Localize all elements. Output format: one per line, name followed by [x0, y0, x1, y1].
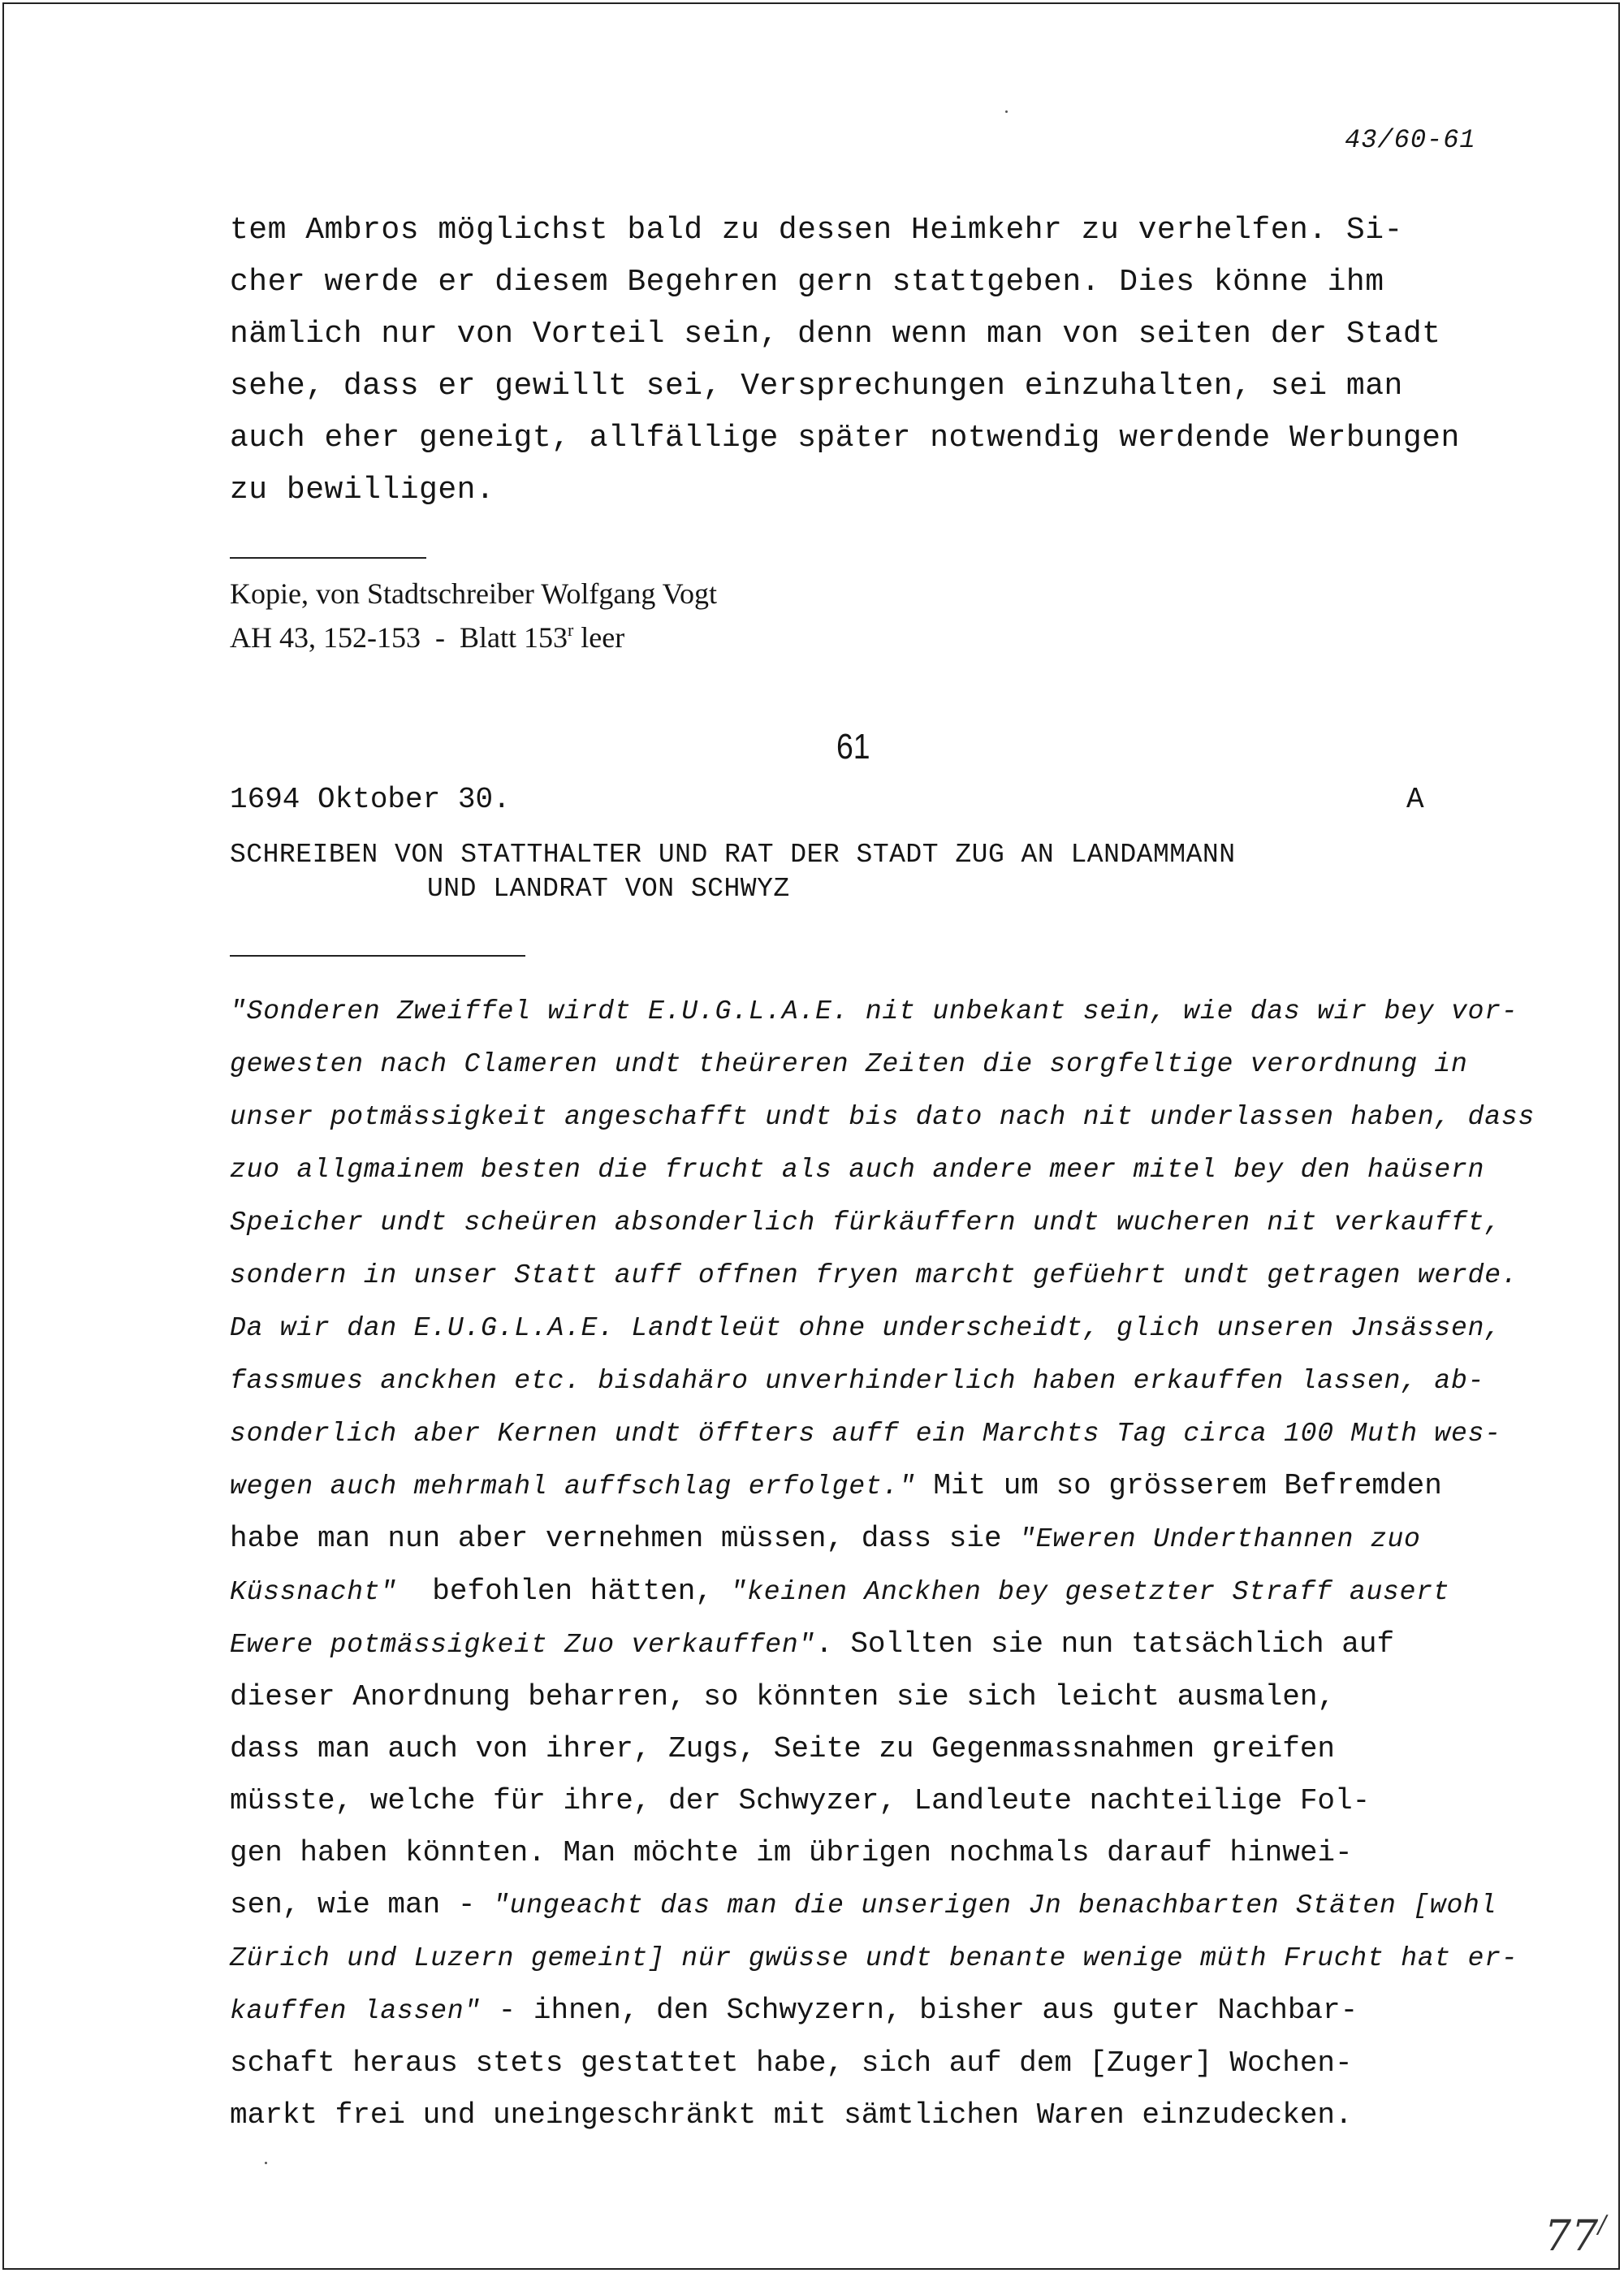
quoted-text: sonderlich aber Kernen undt öffters auff ein Marchts Tag circa 100 Muth wes- — [230, 1419, 1501, 1449]
summary-text: sen, wie man - — [230, 1888, 494, 1921]
body-line — [230, 1143, 1513, 1196]
document-title-line2: UND LANDRAT VON SCHWYZ — [427, 874, 790, 904]
quoted-text: "ungeacht das man die unserigen Jn benachbarten Stäten [wohl — [493, 1891, 1497, 1921]
body-line — [230, 2037, 1513, 2089]
speck — [265, 2162, 267, 2164]
text-line: tem Ambros möglichst bald zu dessen Heimkehr zu verhelfen. Si- — [230, 213, 1403, 248]
quoted-text: "Sonderen Zweiffel wirdt E.U.G.L.A.E. nit unbekant sein, wie das wir bey vor- — [230, 996, 1518, 1026]
summary-text: müsste, welche für ihre, der Schwyzer, Landleute nachteilige Fol- — [230, 1784, 1371, 1817]
source-note-line2: AH 43, 152-153 - Blatt 153$^r$ leer — [230, 620, 625, 654]
handwritten-mark: 77/ — [1544, 2210, 1607, 2261]
summary-text: habe man nun aber vernehmen müssen, dass sie — [230, 1522, 1020, 1555]
body-line — [230, 1302, 1513, 1355]
summary-text: schaft heraus stets gestattet habe, sich auf dem [Zuger] Wochen- — [230, 2046, 1353, 2080]
body-line — [230, 1407, 1513, 1460]
letter-body — [230, 985, 1535, 2141]
quoted-text: "keinen Anckhen bey gesetzter Straff ausert — [730, 1577, 1450, 1607]
quoted-text: sondern in unser Statt auff offnen fryen marcht gefüehrt undt getragen werde. — [230, 1260, 1518, 1290]
body-line — [230, 1249, 1518, 1302]
speck — [1005, 110, 1008, 113]
body-line — [230, 1618, 1513, 1671]
text-line: sehe, dass er gewillt sei, Versprechungen einzuhalten, sei man — [230, 369, 1403, 404]
summary-text: gen haben könnten. Man möchte im übrigen nochmals darauf hinwei- — [230, 1836, 1353, 1869]
title-rule — [230, 955, 525, 957]
quoted-text: Speicher undt scheüren absonderlich fürkäuffern undt wucheren nit verkaufft, — [230, 1208, 1501, 1238]
body-line — [230, 1091, 1535, 1143]
quoted-text: Ewere potmässigkeit Zuo verkauffen" — [230, 1630, 816, 1660]
body-line — [230, 1460, 1513, 1513]
text-line: cher werde er diesem Begehren gern stattgeben. Dies könne ihm — [230, 265, 1384, 300]
body-line — [230, 1879, 1513, 1932]
summary-text: befohlen hätten, — [397, 1575, 731, 1608]
quoted-text: fassmues anckhen etc. bisdahäro unverhinderlich haben erkauffen lassen, ab- — [230, 1366, 1485, 1396]
summary-text: dieser Anordnung beharren, so könnten sie sich leicht ausmalen, — [230, 1680, 1336, 1713]
body-line — [230, 1932, 1518, 1985]
summary-text: dass man auch von ihrer, Zugs, Seite zu Gegenmassnahmen greifen — [230, 1732, 1336, 1765]
text-line: auch eher geneigt, allfällige später notwendig werdende Werbungen — [230, 421, 1460, 456]
quoted-text: wegen auch mehrmahl auffschlag erfolget." — [230, 1471, 916, 1502]
body-line — [230, 1355, 1513, 1407]
body-line — [230, 1566, 1513, 1618]
document-letter: A — [1406, 783, 1424, 816]
quoted-text: Küssnacht" — [230, 1577, 398, 1607]
body-line — [230, 1723, 1513, 1775]
quoted-text: kauffen lassen" — [230, 1996, 482, 2026]
summary-text: markt frei und uneingeschränkt mit sämtlichen Waren einzudecken. — [230, 2098, 1353, 2132]
summary-text: - ihnen, den Schwyzern, bisher aus guter Nachbar- — [481, 1994, 1358, 2027]
summary-text: . Sollten sie nun tatsächlich auf — [815, 1627, 1395, 1661]
body-line — [230, 1827, 1513, 1879]
quoted-text: Da wir dan E.U.G.L.A.E. Landtleüt ohne underscheidt, glich unseren Jnsässen, — [230, 1313, 1501, 1343]
body-line — [230, 1513, 1513, 1566]
body-line — [230, 1671, 1513, 1723]
page-number: 43/60-61 — [1345, 125, 1476, 155]
source-note-line1: Kopie, von Stadtschreiber Wolfgang Vogt — [230, 577, 718, 610]
summary-text: Mit um so grösserem Befremden — [915, 1469, 1442, 1502]
body-line — [230, 2089, 1513, 2141]
text-line: nämlich nur von Vorteil sein, denn wenn man von seiten der Stadt — [230, 317, 1441, 352]
quoted-text: gewesten nach Clameren undt theüreren Zeiten die sorgfeltige verordnung in — [230, 1049, 1468, 1079]
quoted-text: zuo allgmainem besten die frucht als auch andere meer mitel bey den haüsern — [230, 1155, 1485, 1185]
body-line — [230, 1985, 1513, 2037]
quoted-text: "Eweren Underthannen zuo — [1019, 1524, 1421, 1554]
body-line — [230, 1038, 1513, 1091]
document-number: 61 — [836, 727, 870, 767]
body-line — [230, 1775, 1513, 1827]
text-line: zu bewilligen. — [230, 473, 495, 508]
quoted-text: Zürich und Luzern gemeint] nür gwüsse undt benante wenige müth Frucht hat er- — [230, 1943, 1518, 1973]
body-line — [230, 1196, 1513, 1249]
document-date: 1694 Oktober 30. — [230, 783, 511, 816]
quoted-text: unser potmässigkeit angeschafft undt bis dato nach nit underlassen haben, dass — [230, 1102, 1535, 1132]
document-title-line1: SCHREIBEN VON STATTHALTER UND RAT DER STADT ZUG AN LANDAMMANN — [230, 840, 1236, 870]
footnote-rule — [230, 557, 426, 559]
body-line — [230, 985, 1518, 1038]
